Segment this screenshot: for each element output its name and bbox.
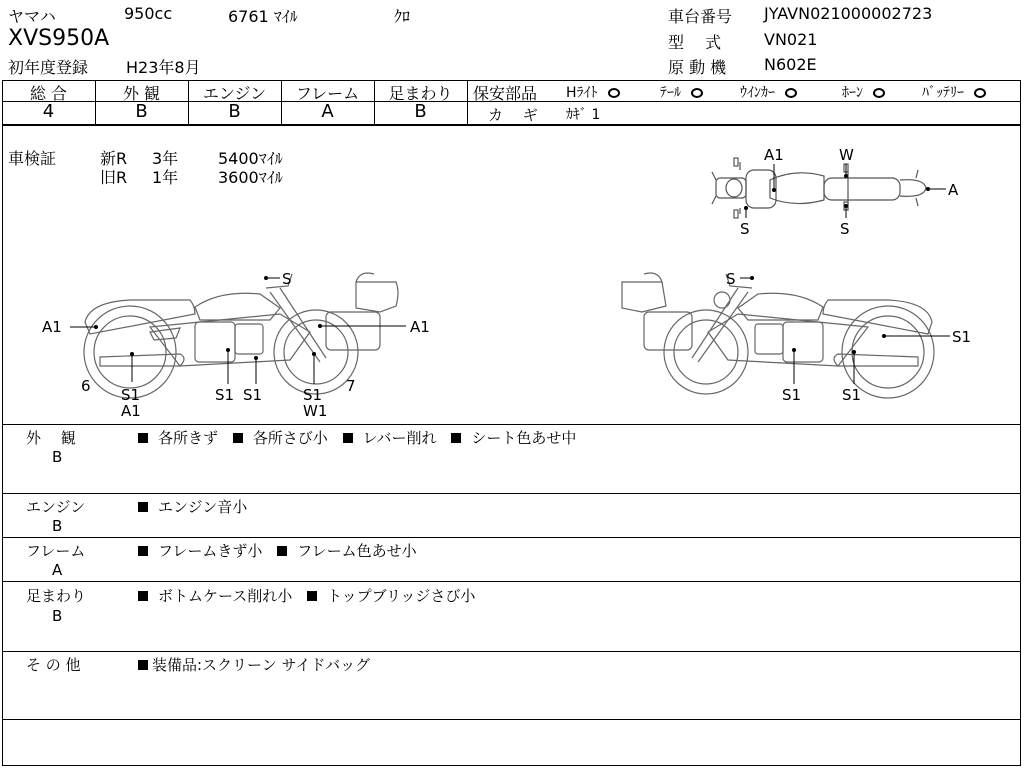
inspection-new-miles: 5400ﾏｲﾙ [218,149,283,168]
label-s-left: S [740,220,750,238]
type-value: VN021 [764,30,818,49]
engine-value: N602E [764,55,817,74]
grade-value-suspension: B [414,101,427,122]
grade-value-exterior: B [135,101,148,122]
safety-item-horn [842,82,885,102]
circle-icon [608,88,620,98]
section-frame-items [138,540,417,561]
item-text: フレーム色あせ小 [297,542,417,560]
section-suspension-grade: B [52,607,63,625]
section-divider [2,651,1021,652]
safety-item-winker [740,82,797,102]
item-text: 装備品:スクリーン サイドバッグ [152,656,371,674]
section-exterior-items [138,427,576,448]
frame-no-label: 車台番号 [668,7,733,26]
label-s1-c: S1 [215,386,235,404]
section-engine-items [138,496,247,517]
grade-header-engine: エンジン [202,84,267,103]
section-other-name: そ の 他 [26,656,81,674]
square-bullet-icon [277,546,287,556]
label-s1-a: S1 [121,386,141,404]
label-s1-d: S1 [243,386,263,404]
section-frame-grade: A [52,561,63,579]
section-suspension-items [138,585,475,606]
registration-value: H23年8月 [126,58,201,77]
label-s1-a: S1 [782,386,802,404]
label-7: 7 [346,377,356,395]
inspection-label: 車検証 [8,149,57,168]
circle-icon [873,88,885,98]
grade-header-exterior: 外 観 [122,84,161,103]
square-bullet-icon [451,433,461,443]
item-text: レバー削れ [362,429,437,447]
key-label: カ ギ [488,106,538,124]
top-view-diagram [700,140,980,240]
grade-value-total: 4 [42,101,55,122]
label-s-top: S [282,270,292,288]
section-suspension-name: 足まわり [26,587,87,605]
section-divider [2,581,1021,582]
item-text: トップブリッジさび小 [327,587,476,605]
safety-item-label: ﾃｰﾙ [660,85,681,101]
inspection-new-label: 新R [100,149,128,168]
circle-icon [691,88,703,98]
item-text: フレームきず小 [158,542,263,560]
item-text: 各所さび小 [252,429,328,447]
model-name: XVS950A [8,26,110,51]
registration-label: 初年度登録 [8,58,89,77]
label-6: 6 [81,377,91,395]
square-bullet-icon [138,433,148,443]
engine-label: 原 動 機 [668,58,727,77]
label-a1-b: A1 [121,402,141,420]
safety-item-label: ﾎｰﾝ [842,85,863,101]
item-text: エンジン音小 [158,498,248,516]
label-a1-right: A1 [410,318,430,336]
inspection-new-years: 3年 [152,149,179,168]
safety-item-battery [922,82,986,102]
section-divider [2,719,1021,720]
label-s1-e: S1 [303,386,323,404]
label-w: W [839,146,854,164]
inspection-old-label: 旧R [100,168,128,187]
square-bullet-icon [138,660,148,670]
color: ｸﾛ [394,7,411,26]
square-bullet-icon [233,433,243,443]
label-s1-right: S1 [952,328,972,346]
section-divider [2,537,1021,538]
maker: ヤマハ [8,7,56,26]
circle-icon [974,88,986,98]
frame-no-value: JYAVN021000002723 [764,4,933,23]
section-frame-name: フレーム [26,542,86,560]
displacement: 950cc [124,4,173,23]
safety-item-tail [660,82,703,102]
square-bullet-icon [307,591,317,601]
grade-divider [467,80,468,124]
safety-item-label: Hﾗｲﾄ [566,85,598,101]
square-bullet-icon [138,502,148,512]
label-w1: W1 [303,402,328,420]
safety-item-label: ｳｲﾝｶｰ [740,85,775,101]
inspection-old-years: 1年 [152,168,179,187]
section-engine-grade: B [52,517,63,535]
square-bullet-icon [138,546,148,556]
section-divider [2,493,1021,494]
right-side-diagram [612,262,984,412]
label-s-top: S [726,270,736,288]
grade-header-suspension: 足まわり [388,84,453,103]
motorcycle-top-outline [712,158,926,218]
section-exterior-grade: B [52,448,63,466]
label-a1-left: A1 [42,318,62,336]
grade-value-engine: B [228,101,241,122]
label-a: A [948,181,959,199]
grade-value-frame: A [321,101,334,122]
square-bullet-icon [343,433,353,443]
safety-item-headlight [566,82,620,102]
label-s-right: S [840,220,850,238]
grade-header-frame: フレーム [295,84,360,103]
section-divider [2,424,1021,425]
item-text: ボトムケース削れ小 [158,587,293,605]
label-s1-b: S1 [842,386,862,404]
section-exterior-name: 外 観 [26,429,76,447]
mileage: 6761 ﾏｲﾙ [228,7,298,26]
safety-label: 保安部品 [473,84,538,103]
section-other-items [138,654,370,675]
label-a1: A1 [764,146,784,164]
circle-icon [785,88,797,98]
left-side-diagram [30,262,450,422]
type-label: 型 式 [668,33,722,52]
square-bullet-icon [138,591,148,601]
section-engine-name: エンジン [26,498,86,516]
inspection-old-miles: 3600ﾏｲﾙ [218,168,283,187]
grade-header-total: 総 合 [29,84,68,103]
item-text: シート色あせ中 [471,429,577,447]
key-value: ｶｷﾞ 1 [566,107,601,123]
safety-item-label: ﾊﾞｯﾃﾘｰ [922,85,964,101]
item-text: 各所きず [158,429,219,447]
